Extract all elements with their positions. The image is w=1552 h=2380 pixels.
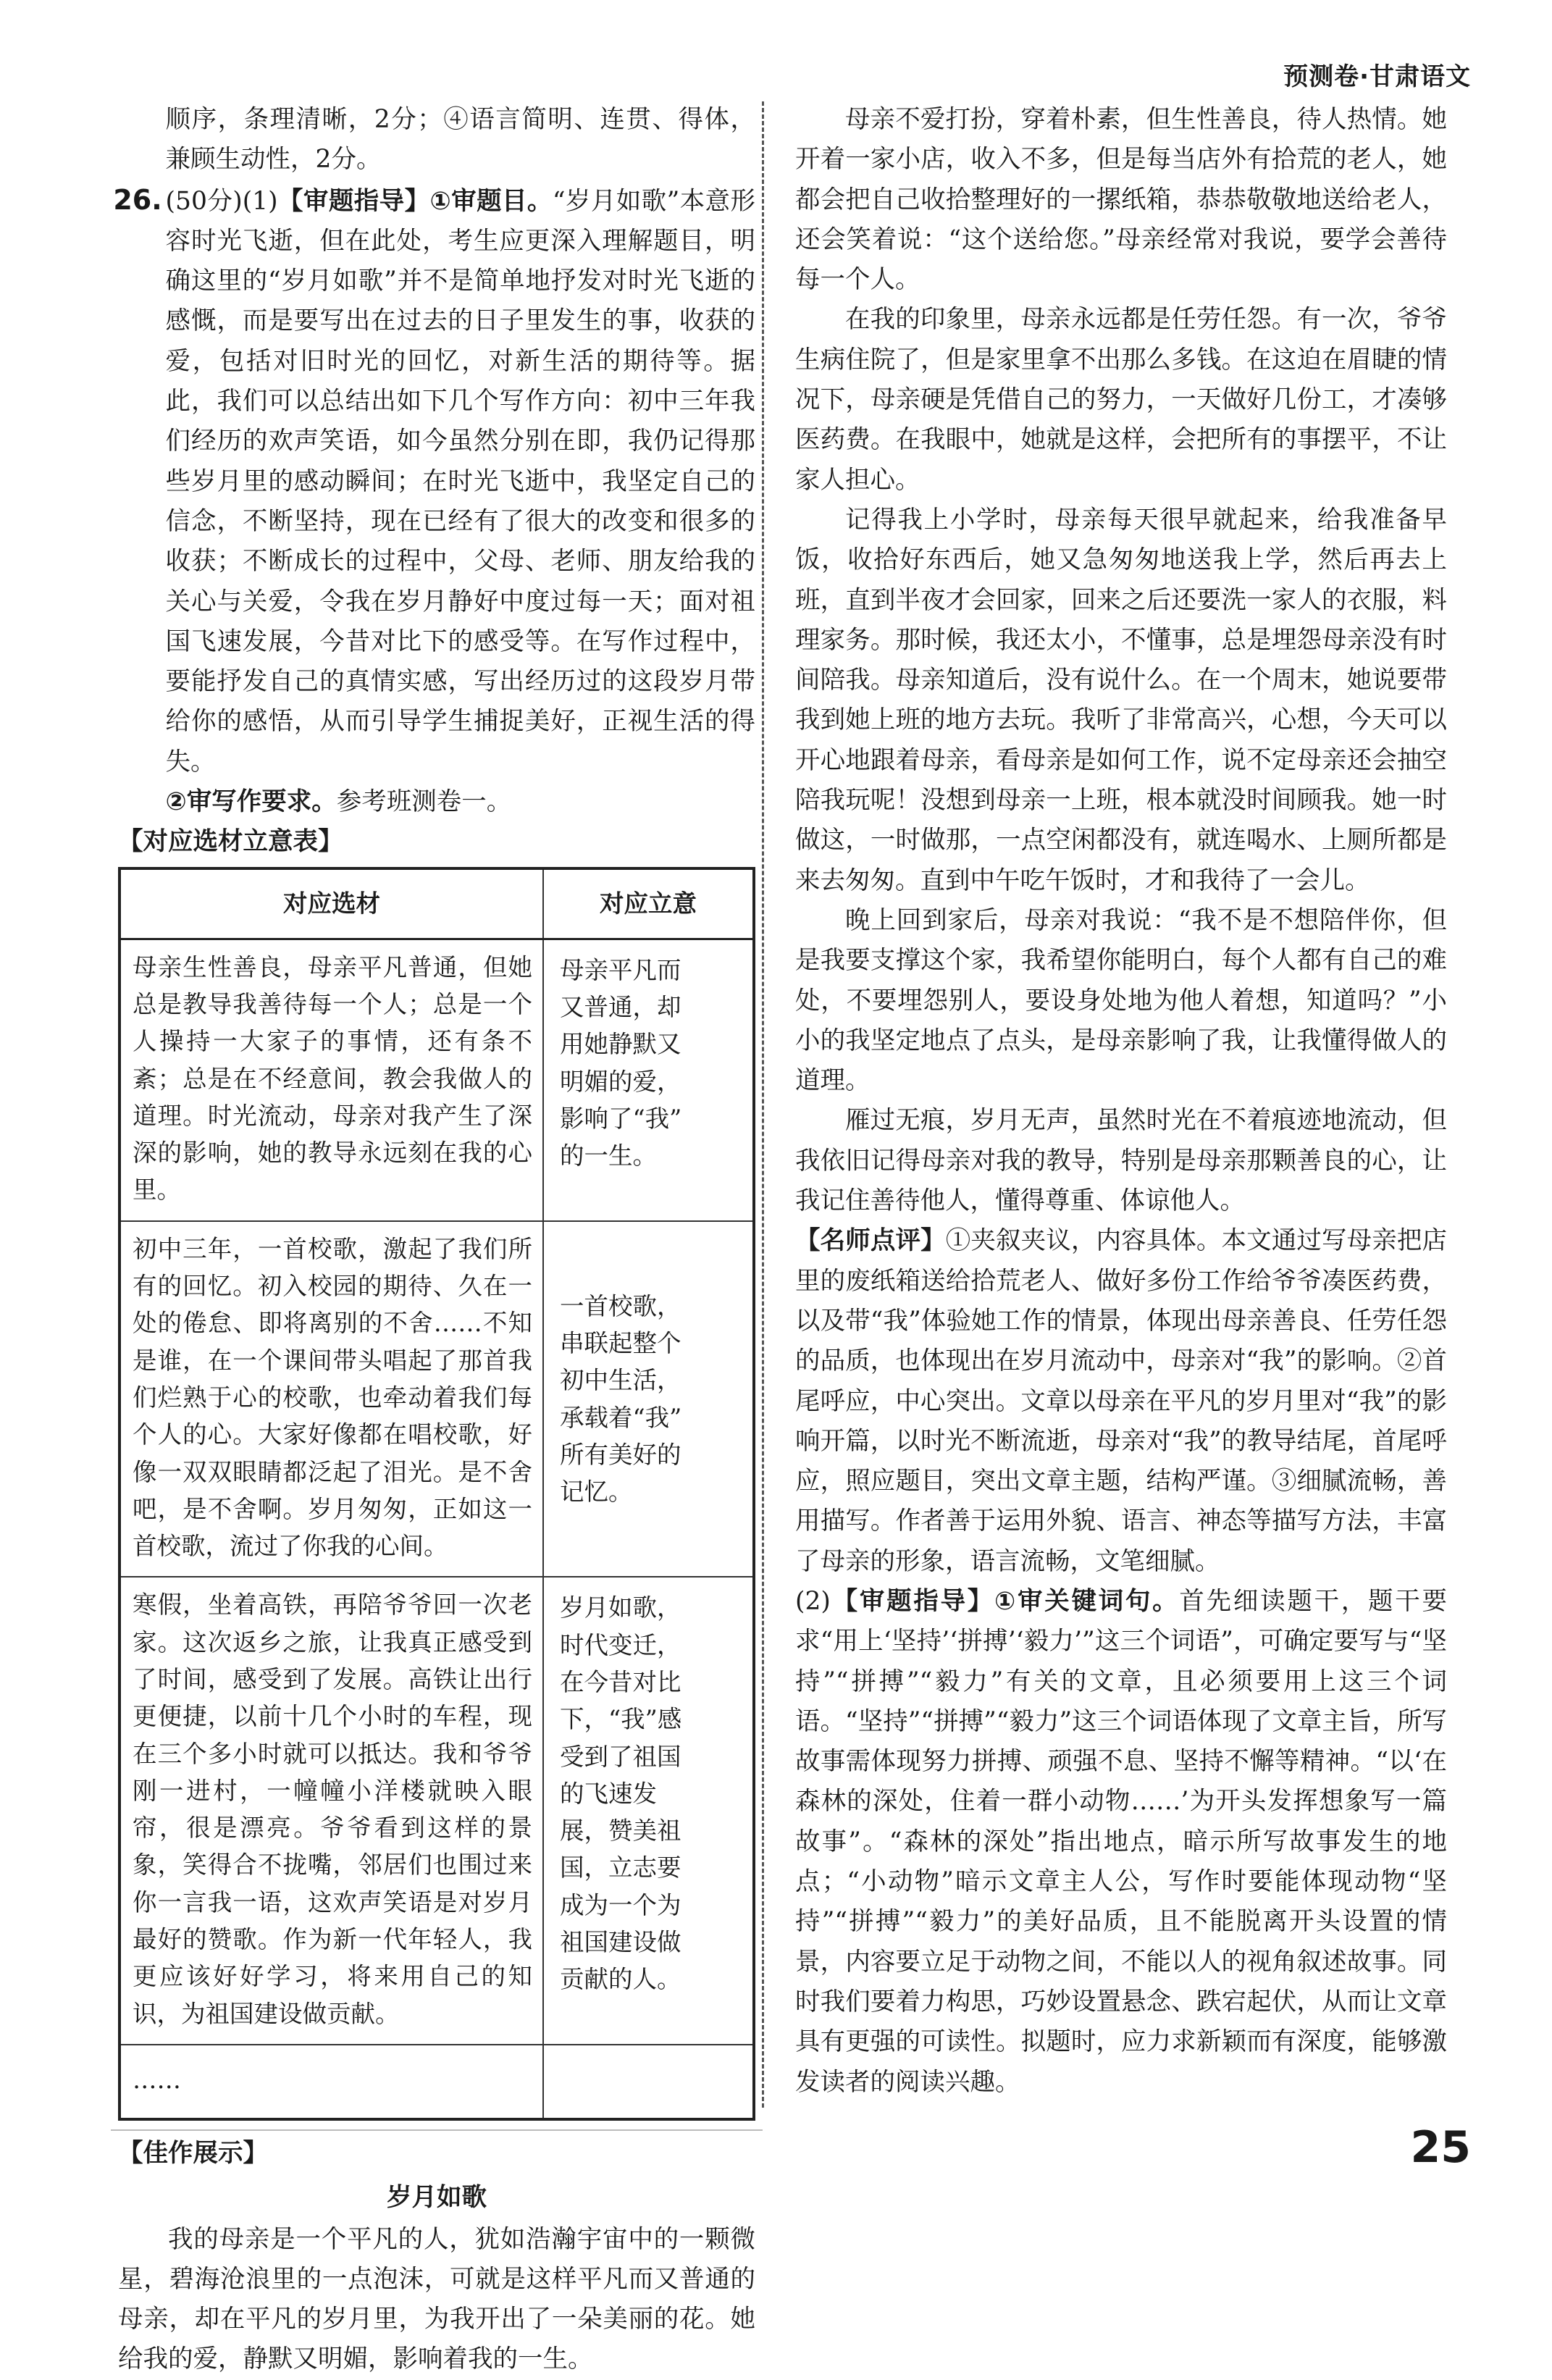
idea-line: 祖国建设做 bbox=[560, 1928, 681, 1957]
idea-line: 的一生。 bbox=[560, 1141, 657, 1170]
essay-paragraph: 记得我上小学时，母亲每天很早就起来，给我准备早饭，收拾好东西后，她又急匆匆地送我上学，然后再去上班，直到半夜才会回家，回来之后还要洗一家人的衣服，料理家务。那时候，我还太小，不懂事，总是埋怨母亲没有时间陪我。母亲知道后，没有说什么。在一个周末，她说要带我到她上班的地方去玩。我听了非常高兴，心想，今天可以开心地跟着母亲，看母亲是如何工作，说不定母亲还会抽空陪我玩呢！没想到母亲一上班，根本就没时间顾我。她一时做这，一时做那，一点空闲都没有，就连喝水、上厕所都是来去匆匆。直到中午吃午饭时，才和我待了一会儿。 bbox=[795, 505, 1447, 895]
table-row bbox=[119, 1577, 754, 2045]
table-cell-material: 母亲生性善良，母亲平凡普通，但她总是教导我善待每一个人；总是一个人操持一大家子的事情，还有条不紊；总是在不经意间，教会我做人的道理。时光流动，母亲对我产生了深深的影响，她的教导永远刻在我的心里。 bbox=[119, 939, 543, 1221]
table-row bbox=[119, 939, 754, 1221]
right-column bbox=[795, 100, 1447, 2103]
table-cell-idea bbox=[543, 1577, 754, 2045]
review-body: ①夹叙夹议，内容具体。本文通过写母亲把店里的废纸箱送给拾荒老人、做好多份工作给爷爷凑医药费，以及带“我”体验她工作的情景，体现出母亲善良、任劳任怨的品质，也体现出在岁月流动中，母亲对“我”的影响。②首尾呼应，中心突出。文章以母亲在平凡的岁月里对“我”的影响开篇，以时光不断流逝，母亲对“我”的教导结尾，首尾呼应，照应题目，突出文章主题，结构严谨。③细腻流畅，善用描写。作者善于运用外貌、语言、神态等描写方法，丰富了母亲的形象，语言流畅，文笔细腻。 bbox=[795, 1226, 1448, 1576]
essay-paragraph: 我的母亲是一个平凡的人，犹如浩瀚宇宙中的一颗微星，碧海沧浪里的一点泡沫，可就是这样平凡而又普通的母亲，却在平凡的岁月里，为我开出了一朵美丽的花。她给我的爱，静默又明媚，影响着我的一生。 bbox=[118, 2224, 755, 2374]
question-number: 26. bbox=[113, 183, 162, 216]
essay-paragraph: 雁过无痕，岁月无声，虽然时光在不着痕迹地流动，但我依旧记得母亲对我的教导，特别是母亲那颗善良的心，让我记住善待他人，懂得尊重、体谅他人。 bbox=[795, 1106, 1447, 1216]
idea-line: 母亲平凡而 bbox=[560, 955, 681, 984]
page-number: 25 bbox=[1410, 2122, 1471, 2173]
question-score: (50分)(1) bbox=[165, 186, 278, 216]
essay-paragraph: 晚上回到家后，母亲对我说：“我不是不想陪伴你，但是我要支撑这个家，我希望你能明白，每个人都有自己的难处，不要埋怨别人，要设身处地为他人着想，知道吗？”小小的我坚定地点了点头，是母亲影响了我，让我懂得做人的道理。 bbox=[795, 905, 1447, 1096]
guide-body: 首先细读题干，题干要求“用上‘坚持’‘拼搏’‘毅力’”这三个词语”，可确定要写与“坚持”“拼搏”“毅力”有关的文章，且必须要用上这三个词语。“坚持”“拼搏”“毅力”这三个词语体现了文章主旨，所写故事需体现努力拼搏、顽强不息、坚持不懈等精神。“以‘在森林的深处，住着一群小动物……’为开头发挥想象写一篇故事”。“森林的深处”指出地点，暗示所写故事发生的地点；“小动物”暗示文章主人公，写作时要能体现动物“坚持”“拼搏”“毅力”的美好品质，且不能脱离开头设置的情景，内容要立足于动物之间，不能以人的视角叙述故事。同时我们要着力构思，巧妙设置悬念、跌宕起伏，从而让文章具有更强的可读性。拟题时，应力求新颖而有深度，能够激发读者的阅读兴趣。 bbox=[795, 1586, 1448, 2097]
teacher-review bbox=[795, 1221, 1447, 1582]
part-number: (2) bbox=[795, 1586, 831, 1616]
idea-line: 受到了祖国 bbox=[560, 1742, 681, 1771]
essay-paragraph: 母亲不爱打扮，穿着朴素，但生性善良，待人热情。她开着一家小店，收入不多，但是每当店外有拾荒的老人，她都会把自己收拾整理好的一摞纸箱，恭恭敬敬地送给老人，还会笑着说：“这个送给您。”母亲经常对我说，要学会善待每一个人。 bbox=[795, 105, 1447, 295]
idea-line: 贡献的人。 bbox=[560, 1965, 681, 1994]
column-divider bbox=[762, 101, 764, 2108]
guide-tag: 【审题指导】 bbox=[277, 186, 430, 216]
essay-paragraph: 在我的印象里，母亲永远都是任劳任怨。有一次，爷爷生病住院了，但是家里拿不出那么多钱。在这迫在眉睫的情况下，母亲硬是凭借自己的努力，一天做好几份工，才凑够医药费。在我眼中，她就是这样，会把所有的事摆平，不让家人担心。 bbox=[795, 305, 1447, 495]
question-26-part-2 bbox=[795, 1582, 1447, 2103]
idea-line: 下，“我”感 bbox=[560, 1705, 682, 1734]
table-cell-material: 初中三年，一首校歌，激起了我们所有的回忆。初入校园的期待、久在一处的倦怠、即将离别的不舍……不知是谁，在一个课间带头唱起了那首我们烂熟于心的校歌，也牵动着我们每个人的心。大家好像都在唱校歌，好像一双双眼睛都泛起了泪光。是不舍吧，是不舍啊。岁月匆匆，正如这一首校歌，流过了你我的心间。 bbox=[119, 1221, 543, 1577]
table-cell-idea bbox=[543, 1221, 754, 1577]
idea-line: 国，立志要 bbox=[560, 1853, 681, 1882]
guide-tag: 【审题指导】 bbox=[830, 1586, 995, 1616]
page-header: 预测卷·甘肃语文 bbox=[1283, 62, 1471, 91]
idea-line: 又普通，却 bbox=[560, 992, 681, 1021]
idea-line: 在今昔对比 bbox=[560, 1667, 681, 1696]
idea-line: 用她静默又 bbox=[560, 1030, 681, 1059]
table-header-idea: 对应立意 bbox=[543, 868, 754, 939]
idea-line: 时代变迁， bbox=[560, 1630, 681, 1659]
guide-body-2: 参考班测卷一。 bbox=[336, 787, 512, 817]
idea-line: 影响了“我” bbox=[560, 1104, 682, 1133]
table-cell-material: 寒假，坐着高铁，再陪爷爷回一次老家。这次返乡之旅，让我真正感受到了时间，感受到了发展。高铁让出行更便捷，以前十几个小时的车程，现在三个多小时就可以抵达。我和爷爷刚一进村，一幢幢小洋楼就映入眼帘，很是漂亮。爷爷看到这样的景象，笑得合不拢嘴，邻居们也围过来你一言我一语，这欢声笑语是对岁月最好的赞歌。作为新一代年轻人，我更应该好好学习，将来用自己的知识，为祖国建设做贡献。 bbox=[119, 1577, 543, 2045]
idea-line: 串联起整个 bbox=[560, 1328, 681, 1357]
showcase-tag: 【佳作展示】 bbox=[118, 2138, 268, 2168]
table-title: 【对应选材立意表】 bbox=[118, 827, 343, 857]
guide-subhead-2: ②审写作要求。 bbox=[165, 787, 337, 817]
table-row-ellipsis bbox=[119, 2045, 754, 2119]
guide-subhead-1: ①审题目。 bbox=[429, 186, 553, 216]
idea-line: 明媚的爱， bbox=[560, 1067, 681, 1096]
table-cell-idea bbox=[543, 939, 754, 1221]
table-header-material: 对应选材 bbox=[119, 868, 543, 939]
idea-line: 承载着“我” bbox=[560, 1403, 682, 1432]
essay-title: 岁月如歌 bbox=[387, 2183, 487, 2213]
table-cell-empty bbox=[543, 2045, 754, 2119]
material-idea-table bbox=[118, 867, 755, 2121]
idea-line: 的飞速发 bbox=[560, 1779, 657, 1808]
intro-continuation: 顺序，条理清晰，2分；④语言简明、连贯、得体，兼顾生动性，2分。 bbox=[165, 105, 755, 175]
guide-requirement bbox=[118, 782, 755, 822]
table-header-row bbox=[119, 868, 754, 939]
idea-line: 所有美好的 bbox=[560, 1440, 681, 1469]
idea-line: 展，赞美祖 bbox=[560, 1817, 681, 1845]
idea-line: 记忆。 bbox=[560, 1478, 633, 1507]
table-row bbox=[119, 1221, 754, 1577]
idea-line: 岁月如歌， bbox=[560, 1593, 681, 1622]
idea-line: 一首校歌， bbox=[560, 1291, 681, 1320]
table-cell-ellipsis: …… bbox=[119, 2045, 543, 2119]
idea-line: 初中生活， bbox=[560, 1366, 681, 1395]
section-rule bbox=[111, 2129, 763, 2131]
guide-subhead: ①审关键词句。 bbox=[994, 1586, 1180, 1616]
question-26 bbox=[113, 180, 755, 782]
review-tag: 【名师点评】 bbox=[795, 1226, 946, 1256]
idea-line: 成为一个为 bbox=[560, 1890, 681, 1919]
guide-body-1: “岁月如歌”本意形容时光飞逝，但在此处，考生应更深入理解题目，明确这里的“岁月如歌”并不是简单地抒发对时光飞逝的感慨，而是要写出在过去的日子里发生的事，收获的爱，包括对旧时光的回忆，对新生活的期待等。据此，我们可以总结出如下几个写作方向：初中三年我们经历的欢声笑语，如今虽然分别在即，我仍记得那些岁月里的感动瞬间；在时光飞逝中，我坚定自己的信念，不断坚持，现在已经有了很大的改变和很多的收获；不断成长的过程中，父母、老师、朋友给我的关心与关爱，令我在岁月静好中度过每一天；面对祖国飞速发展，今昔对比下的感受等。在写作过程中，要能抒发自己的真情实感，写出经历过的这段岁月带给你的感悟，从而引导学生捕捉美好，正视生活的得失。 bbox=[165, 186, 755, 776]
left-column bbox=[113, 100, 755, 2380]
